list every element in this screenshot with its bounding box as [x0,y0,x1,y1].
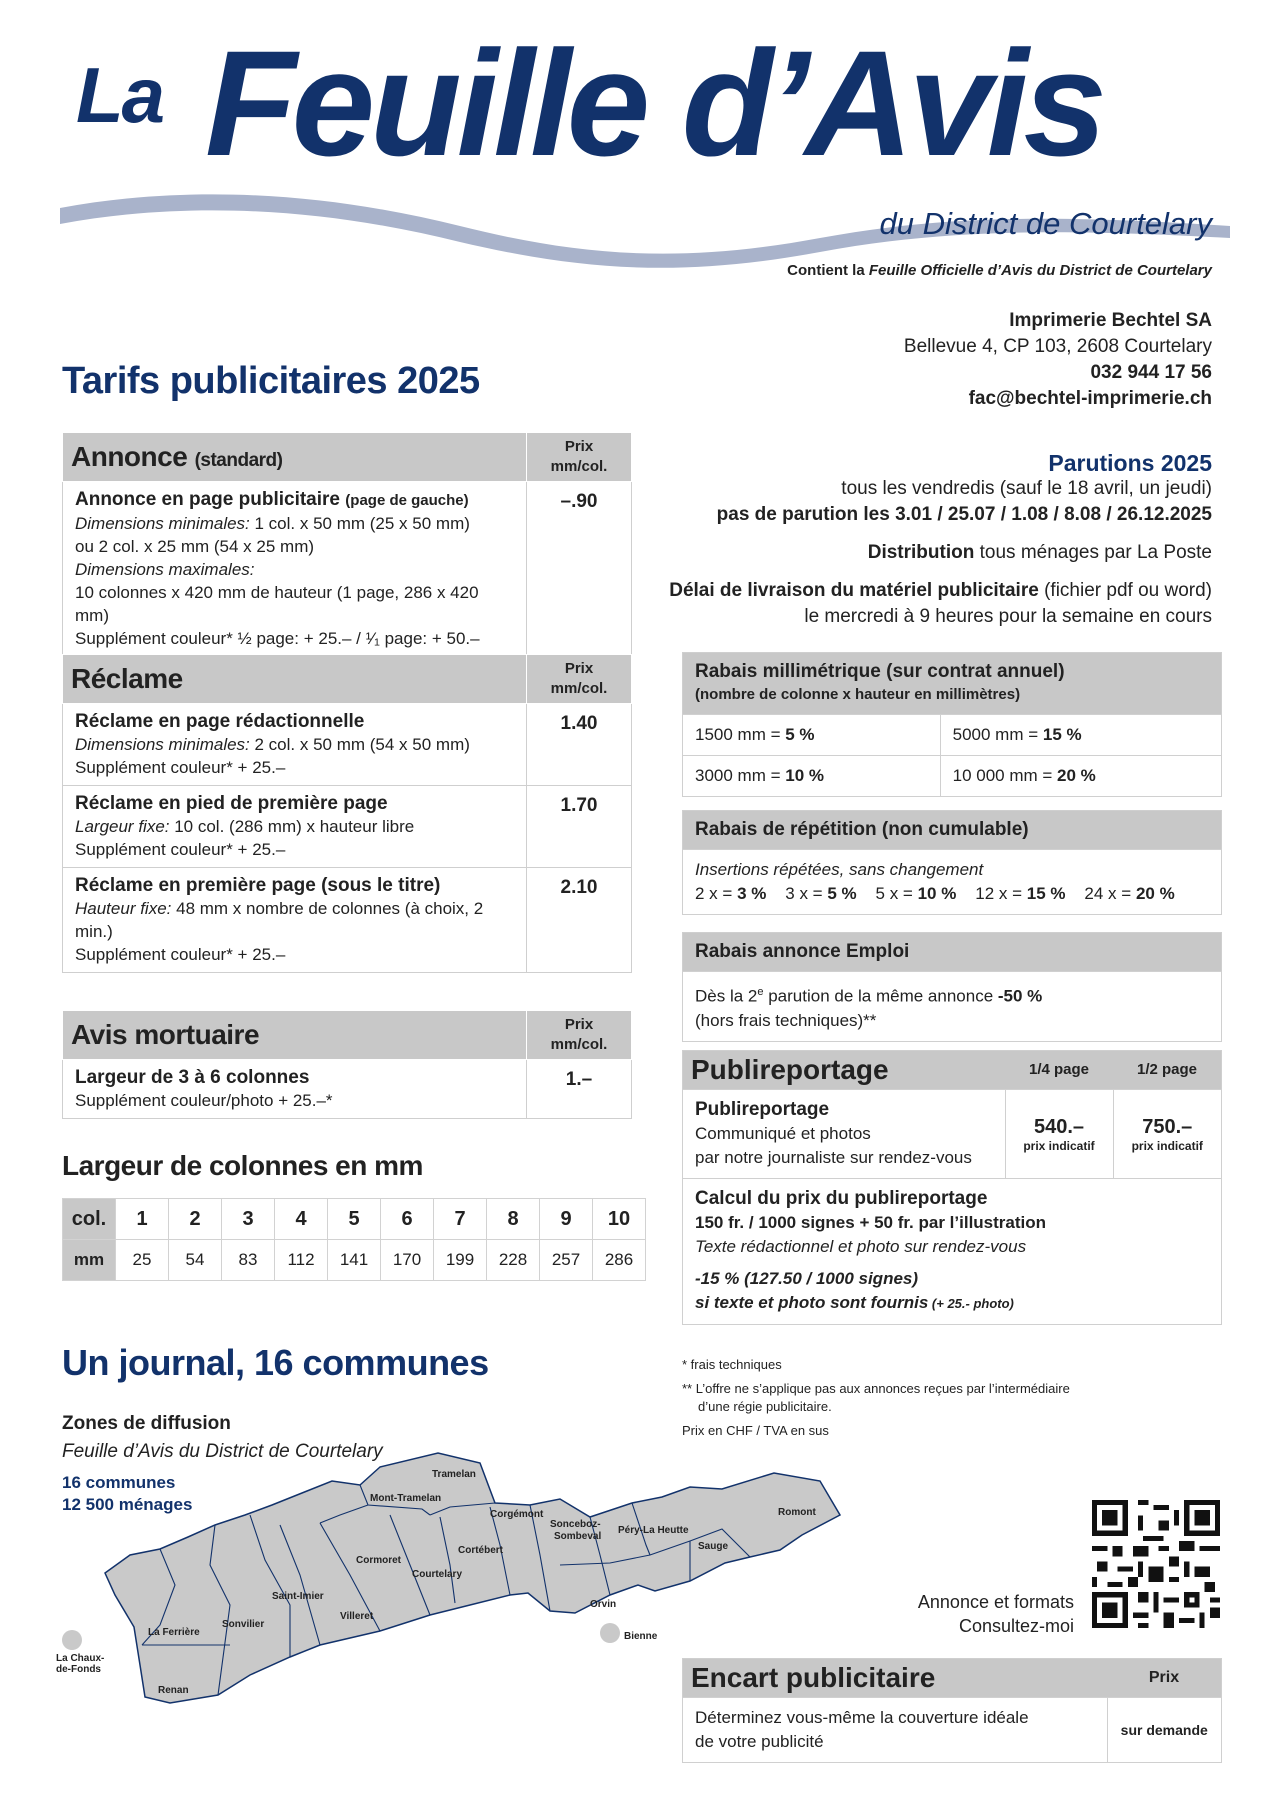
map-label-la-ferriere: La Ferrière [148,1627,200,1638]
col-cell: 9 [540,1199,593,1240]
map-label-pery: Péry-La Heutte [618,1525,689,1536]
col-cell: 8 [487,1199,540,1240]
map-label-chaux: La Chaux- [56,1653,105,1664]
col-cell: 2 [169,1199,222,1240]
colonnes-title: Largeur de colonnes en mm [62,1150,423,1181]
mm-cell: 286 [593,1240,646,1281]
colonnes-table [62,1198,646,1281]
map-label-mont-tramelan: Mont-Tramelan [370,1493,442,1504]
price-header: Prix mm/col. [527,655,632,704]
map-label-sonvilier: Sonvilier [222,1619,265,1630]
delai-line2: le mercredi à 9 heures pour la semaine en cours [804,606,1212,627]
publireportage-table [682,1050,1222,1325]
rabais-milli-cell: 5000 mm = 15 % [940,715,1221,756]
reclame-price: 1.70 [527,786,632,868]
reclame-row: Réclame en pied de première page Largeur fixe: 10 col. (286 mm) x hauteur libre Supplément couleur* + 25.– [63,786,527,868]
qr-code-icon[interactable] [1092,1500,1220,1628]
reclame-row: Réclame en première page (sous le titre) Hauteur fixe: 48 mm x nombre de colonnes (à choix, 2 min.) Supplément couleur* + 25.– [63,868,527,973]
price-header: Prix mm/col. [527,433,632,482]
half-page-price: 750.– prix indicatif [1113,1090,1222,1179]
mm-cell: 25 [116,1240,169,1281]
mm-cell: 228 [487,1240,540,1281]
map-label-orvin: Orvin [590,1599,617,1610]
delai: Délai de livraison du matériel publicitaire (fichier pdf ou word) [669,580,1212,601]
col-label: col. [63,1199,116,1240]
reclame-price: 2.10 [527,868,632,973]
mortuaire-header: Avis mortuaire [63,1011,527,1060]
col-cell: 5 [328,1199,381,1240]
parutions-line1: tous les vendredis (sauf le 18 avril, un jeudi) [841,478,1212,499]
rabais-milli-header: Rabais millimétrique (sur contrat annuel) (nombre de colonne x hauteur en millimètres) [683,653,1222,715]
half-page-header: 1/2 page [1113,1051,1222,1090]
footnotes: * frais techniques ** L’offre ne s’applique pas aux annonces reçues par l’intermédiaire d’une régie publicitaire. Prix en CHF / TVA en sus [682,1357,1070,1438]
col-cell: 3 [222,1199,275,1240]
mm-cell: 199 [434,1240,487,1281]
annonce-header: Annonce (standard) [63,433,527,482]
col-cell: 6 [381,1199,434,1240]
contains-note: Contient la Feuille Officielle d’Avis du District de Courtelary [787,262,1212,279]
chaux-de-fonds-marker [62,1630,82,1650]
parutions-title: Parutions 2025 [1048,450,1212,476]
encart-table [682,1658,1222,1763]
logo-subtitle: du District de Courtelary [879,206,1212,241]
annonce-price: –.90 [527,482,632,657]
mortuaire-table [62,1010,632,1119]
reclame-row: Réclame en page rédactionnelle Dimensions minimales: 2 col. x 50 mm (54 x 50 mm) Supplément couleur* + 25.– [63,704,527,786]
company-phone[interactable]: 032 944 17 56 [1090,362,1212,383]
map-label-sombeval: Sombeval [554,1531,602,1542]
mm-cell: 170 [381,1240,434,1281]
distribution: Distribution tous ménages par La Poste [867,542,1212,563]
reclame-price: 1.40 [527,704,632,786]
parutions-block [669,450,1212,630]
rabais-rep-header: Rabais de répétition (non cumulable) [683,811,1222,850]
company-name: Imprimerie Bechtel SA [1009,310,1212,331]
quarter-page-header: 1/4 page [1005,1051,1113,1090]
page-title: Tarifs publicitaires 2025 [62,360,480,402]
rabais-emploi-header: Rabais annonce Emploi [683,933,1222,972]
annonce-table [62,432,632,657]
publireportage-calc: Calcul du prix du publireportage 150 fr. / 1000 signes + 50 fr. par l’illustration Texte rédactionnel et photo sur rendez-vous -15 % (127.50 / 1000 signes) si texte et photo sont fournis (+ 25.- photo) [683,1179,1222,1325]
map-label-cormoret: Cormoret [356,1555,402,1566]
reclame-header: Réclame [63,655,527,704]
map-label-sonceboz: Sonceboz- [550,1519,601,1530]
encart-row: Déterminez vous-même la couverture idéale de votre publicité [683,1698,1108,1763]
col-cell: 10 [593,1199,646,1240]
annonce-row: Annonce en page publicitaire (page de gauche) Dimensions minimales: 1 col. x 50 mm (25 x 50 mm) ou 2 col. x 25 mm (54 x 25 mm) Dimensions maximales: 10 colonnes x 420 mm de hauteur (1 page, 286 x 420 mm) Supplément couleur* ½ page: + 25.– / ¹⁄₁ page: + 50.– [63,482,527,657]
mm-cell: 112 [275,1240,328,1281]
col-cell: 4 [275,1199,328,1240]
encart-price: sur demande [1107,1698,1222,1763]
mm-cell: 83 [222,1240,275,1281]
rabais-milli-cell: 10 000 mm = 20 % [940,756,1221,797]
map-label-cortebert: Cortébert [458,1545,504,1556]
mm-label: mm [63,1240,116,1281]
map-label-villeret: Villeret [340,1611,374,1622]
map-label-corgemont: Corgémont [490,1509,544,1520]
encart-header: Encart publicitaire [683,1659,1108,1698]
map-label-de-fonds: de-Fonds [56,1664,101,1675]
bienne-marker [600,1623,620,1643]
col-cell: 1 [116,1199,169,1240]
company-address: Bellevue 4, CP 103, 2608 Courtelary [903,336,1212,357]
quarter-page-price: 540.– prix indicatif [1005,1090,1113,1179]
logo-la: La [76,51,164,139]
map-label-sauge: Sauge [698,1541,729,1552]
mm-cell: 257 [540,1240,593,1281]
map-label-courtelary: Courtelary [412,1569,463,1580]
map-label-saint-imier: Saint-Imier [272,1591,324,1602]
rabais-emploi-table [682,932,1222,1042]
journal-title: Un journal, 16 communes [62,1342,489,1383]
mortuaire-row: Largeur de 3 à 6 colonnes Supplément couleur/photo + 25.–* [63,1060,527,1119]
map-label-romont: Romont [778,1507,816,1518]
col-cell: 7 [434,1199,487,1240]
price-header: Prix mm/col. [527,1011,632,1060]
qr-caption: Annonce et formats Consultez-moi [917,1592,1074,1636]
rabais-milli-cell: 1500 mm = 5 % [683,715,941,756]
rabais-rep-table [682,810,1222,915]
rabais-milli-cell: 3000 mm = 10 % [683,756,941,797]
rabais-milli-table [682,652,1222,797]
rabais-rep-body: Insertions répétées, sans changement 2 x = 3 % 3 x = 5 % 5 x = 10 % 12 x = 15 % 24 x = 20 % [683,850,1222,915]
zones-block: Zones de diffusion Feuille d’Avis du District de Courtelary 16 communes 12 500 ménages [62,1413,383,1514]
publireportage-header: Publireportage [683,1051,1006,1090]
mm-cell: 54 [169,1240,222,1281]
reclame-table [62,654,632,973]
map-label-renan: Renan [158,1685,189,1696]
logo-title: Feuille d’Avis [205,19,1102,187]
mortuaire-price: 1.– [527,1060,632,1119]
publireportage-row: Publireportage Communiqué et photos par notre journaliste sur rendez-vous [683,1090,1006,1179]
mm-cell: 141 [328,1240,381,1281]
parutions-line2: pas de parution les 3.01 / 25.07 / 1.08 / 8.08 / 26.12.2025 [716,504,1212,525]
encart-price-header: Prix [1107,1659,1222,1698]
contact-block [904,308,1212,412]
map-label-bienne: Bienne [624,1631,658,1642]
map-label-tramelan: Tramelan [432,1469,476,1480]
rabais-emploi-body: Dès la 2e parution de la même annonce -50 % (hors frais techniques)** [683,972,1222,1042]
company-email[interactable]: fac@bechtel-imprimerie.ch [968,388,1212,409]
